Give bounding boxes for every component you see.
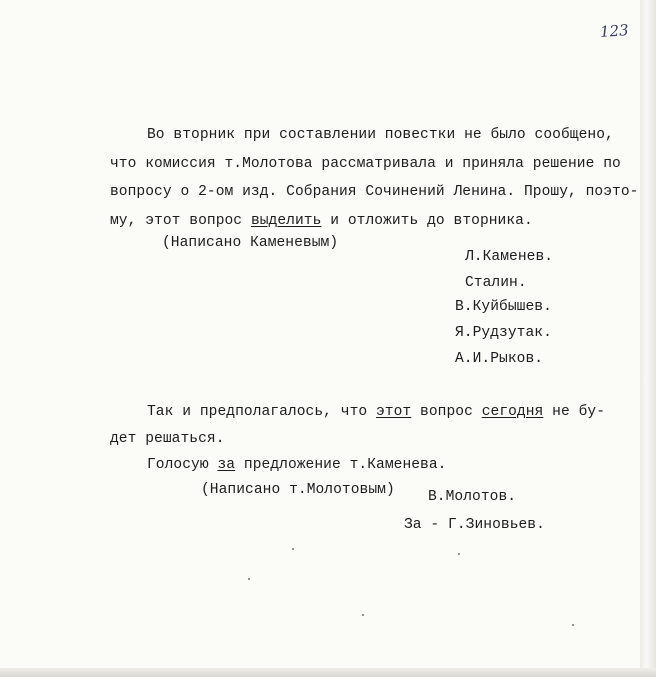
scan-speck	[292, 548, 294, 550]
page-number: 123	[599, 21, 630, 41]
scan-speck	[458, 553, 460, 555]
signature-molotov: В.Молотов.	[428, 489, 517, 505]
vote-line	[147, 456, 446, 474]
paragraph2-line1-mid: вопрос	[411, 404, 482, 420]
underlined-word-segodnya: сегодня	[481, 404, 544, 420]
paragraph1-line4-start: му, этот вопрос	[110, 213, 251, 229]
signature-kuibyshev: В.Куйбышев.	[455, 299, 552, 315]
note-written-by-molotov: (Написано т.Молотовым)	[201, 482, 395, 498]
paragraph1-line3: вопросу о 2-ом изд. Собрания Сочинений Ленина. Прошу, поэто-	[110, 184, 639, 200]
paragraph2-line2: дет решаться.	[110, 431, 225, 447]
paragraph1-line4	[110, 212, 533, 230]
paragraph1-line4-end: и отложить до вторника.	[321, 213, 533, 229]
paragraph1-line1: Во вторник при составлении повестки не было сообщено,	[147, 127, 614, 143]
signature-rykov: А.И.Рыков.	[455, 351, 544, 367]
signature-kamenev: Л.Каменев.	[465, 249, 554, 265]
signature-rudzutak: Я.Рудзутак.	[455, 325, 552, 341]
scan-speck	[248, 578, 250, 580]
scan-speck	[572, 624, 574, 626]
underlined-word-za: за	[217, 457, 236, 473]
underlined-word-etot: этот	[376, 404, 412, 420]
note-written-by-kamenev: (Написано Каменевым)	[162, 235, 339, 251]
page-edge-right	[640, 0, 656, 677]
page-edge-bottom	[0, 668, 656, 677]
signature-zinoviev: За - Г.Зиновьев.	[404, 517, 545, 533]
scan-speck	[362, 614, 364, 616]
paragraph2-line1-start: Так и предполагалось, что	[147, 404, 376, 420]
vote-line-end: предложение т.Каменева.	[235, 457, 447, 473]
underlined-word-vydelit: выделить	[250, 213, 322, 229]
paragraph2-line1	[147, 403, 605, 421]
signature-stalin: Сталин.	[465, 275, 527, 291]
paragraph2-line1-end: не бу-	[543, 404, 606, 420]
vote-line-start: Голосую	[147, 457, 218, 473]
paragraph1-line2: что комиссия т.Молотова рассматривала и приняла решение по	[110, 156, 621, 172]
